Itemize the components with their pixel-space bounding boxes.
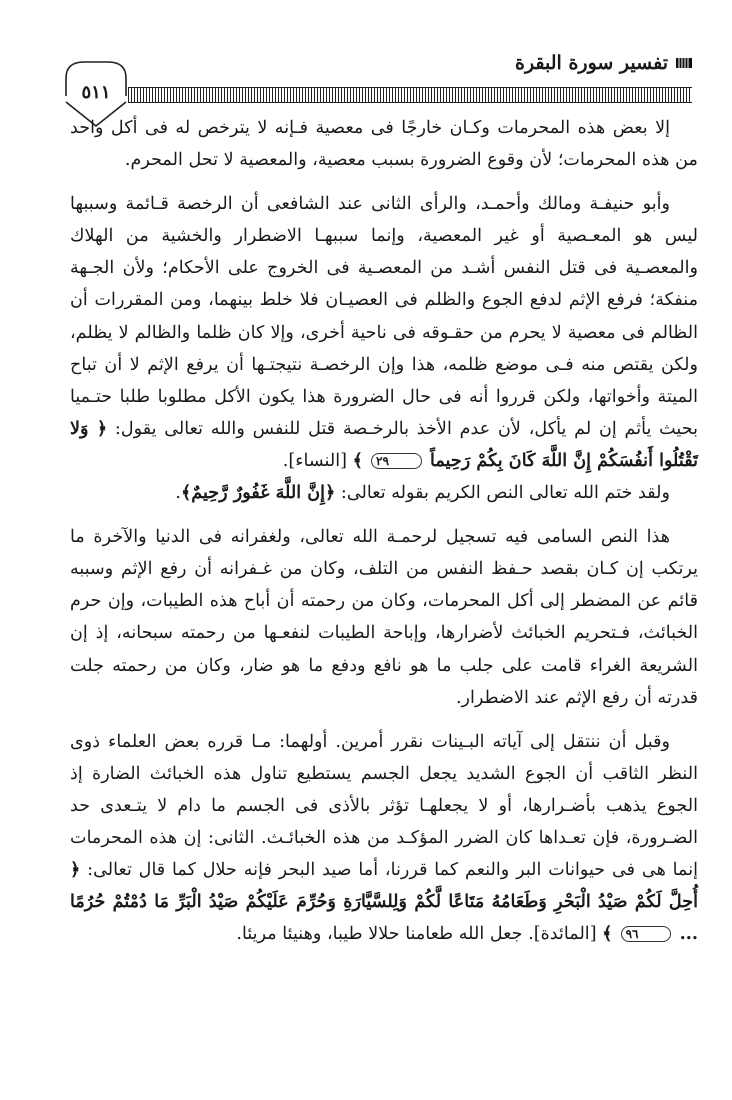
paragraph	[70, 521, 698, 714]
paragraph	[70, 477, 698, 509]
verse-number-badge: ٢٩	[371, 453, 422, 469]
header-rule	[128, 88, 692, 102]
paragraph	[70, 726, 698, 951]
quran-verse: ﴾	[352, 449, 369, 471]
header-title-row	[515, 52, 694, 74]
paragraph-text: .	[175, 483, 181, 504]
paragraph	[70, 112, 698, 176]
paragraph-text: [النساء].	[282, 450, 353, 471]
ornament-icon	[674, 56, 694, 70]
header-rule-bottom	[128, 102, 692, 103]
paragraph	[70, 188, 698, 477]
paragraph-text: ولقد ختم الله تعالى النص الكريم بقوله تعالى:	[335, 483, 670, 504]
quran-verse: ﴿ أُحِلَّ لَكُمْ صَيْدُ الْبَحْرِ وَطَعَامُهُ مَتَاعًا لَّكُمْ وَلِلسَّيَّارَةِ وَحُرِّمَ عَلَيْكُمْ صَيْدُ الْبَرِّ مَا دُمْتُمْ حُرُمًا ...	[70, 859, 698, 945]
quran-verse: ﴾	[602, 923, 619, 945]
body-text	[70, 112, 698, 950]
paragraph-text: وأبو حنيفـة ومالك وأحمـد، والرأى الثانى عند الشافعى أن الرخصة قـائمة وسببها ليس هو المعـصية أو غير المعصية، وإنما سببهـا الاضطرار والخشية من الهلاك والمعصـية فى قتل النفس أشـد من المعصـية فى الخروج على الأحكام؛ ولأن الجـهة منفكة؛ فرفع الإثم لدفع الجوع والظلم فى العصيـان فلا خلط بينهما، ومن المقررات أن الظالم فى معصية لا يحرم من حقـوقه فى ناحية أخرى، وإلا كان ظلما والظالم لا يظلم، ولكن يقتص منه فـى موضع ظلمه، هذا وإن الرخصـة نتيجتـها أن يرفع الإثم لا أن تباح الميتة وأخواتها، ولكن قرروا أنه فى حال الضرورة هذا يكون الأكل مطلوبا طلبا حتـميا بحيث يأثم إن لم يأكل، لأن عدم الأخذ بالرخـصة قتل للنفس والله تعالى يقول:	[70, 194, 698, 439]
paragraph-text: هذا النص السامى فيه تسجيل لرحمـة الله تعالى، ولغفرانه فى الدنيا والآخرة ما يرتكب إن كـان بقصد حـفظ النفس من التلف، وكان من غـفرانه أن رفع الإثم وسببه قائم عن المضطر إلى أكل المحرمات، وكان من رحمته أن أباح هذه الطيبات، وإن حرم الخبائث، فـتحريم الخبائث لأضرارها، وإباحة الطيبات لنفعـها من رحمته سبحانه، إذ إن الشريعة الغراء قامت على جلب ما هو نافع ودفع ما هو ضار، وكان من رحمته جلت قدرته أن رفع الإثم عند الاضطرار.	[70, 527, 698, 708]
paragraph-text: وقبل أن ننتقل إلى آياته البـينات نقرر أمرين. أولهما: مـا قرره بعض العلماء ذوى النظر الثاقب أن الجوع الشديد يجعل الجسم يستطيع تناول هذه الخبائث الضارة إذ الجوع يذهب بأضـرارها، أو لا يجعلهـا تؤثر بالأذى فى الجسم ما دام لا يتـعدى حد الضـرورة، فإن تعـداها كان الضرر المؤكـد من هذه الخبائـث. الثانى: إن هذه المحرمات إنما هى فى حيوانات البر والنعم كما قررنا، أما صيد البحر فإنه حلال كما قال تعالى:	[70, 731, 698, 881]
page-title: تفسير سورة البقرة	[514, 52, 668, 74]
paragraph-text: [المائدة]. جعل الله طعامنا حلالا طيبا، وهنيئا مريئا.	[236, 924, 603, 945]
page-header	[0, 0, 732, 130]
paragraph-text: إلا بعض هذه المحرمات وكـان خارجًا فى معصية فـإنه لا يترخص له فى أكل واحد من هذه المحرمات؛ لأن وقوع الضرورة بسبب معصية، والمعصية لا تحل المحرم.	[70, 118, 698, 171]
quran-verse: ﴿ وَلا تَقْتُلُوا أَنفُسَكُمْ إِنَّ اللَّهَ كَانَ بِكُمْ رَحِيماً	[70, 417, 698, 471]
quran-verse: ﴿إِنَّ اللَّهَ غَفُورٌ رَّحِيمٌ﴾	[180, 482, 336, 504]
page-number: ٥١١	[81, 82, 111, 103]
verse-number-badge: ٩٦	[621, 926, 672, 942]
